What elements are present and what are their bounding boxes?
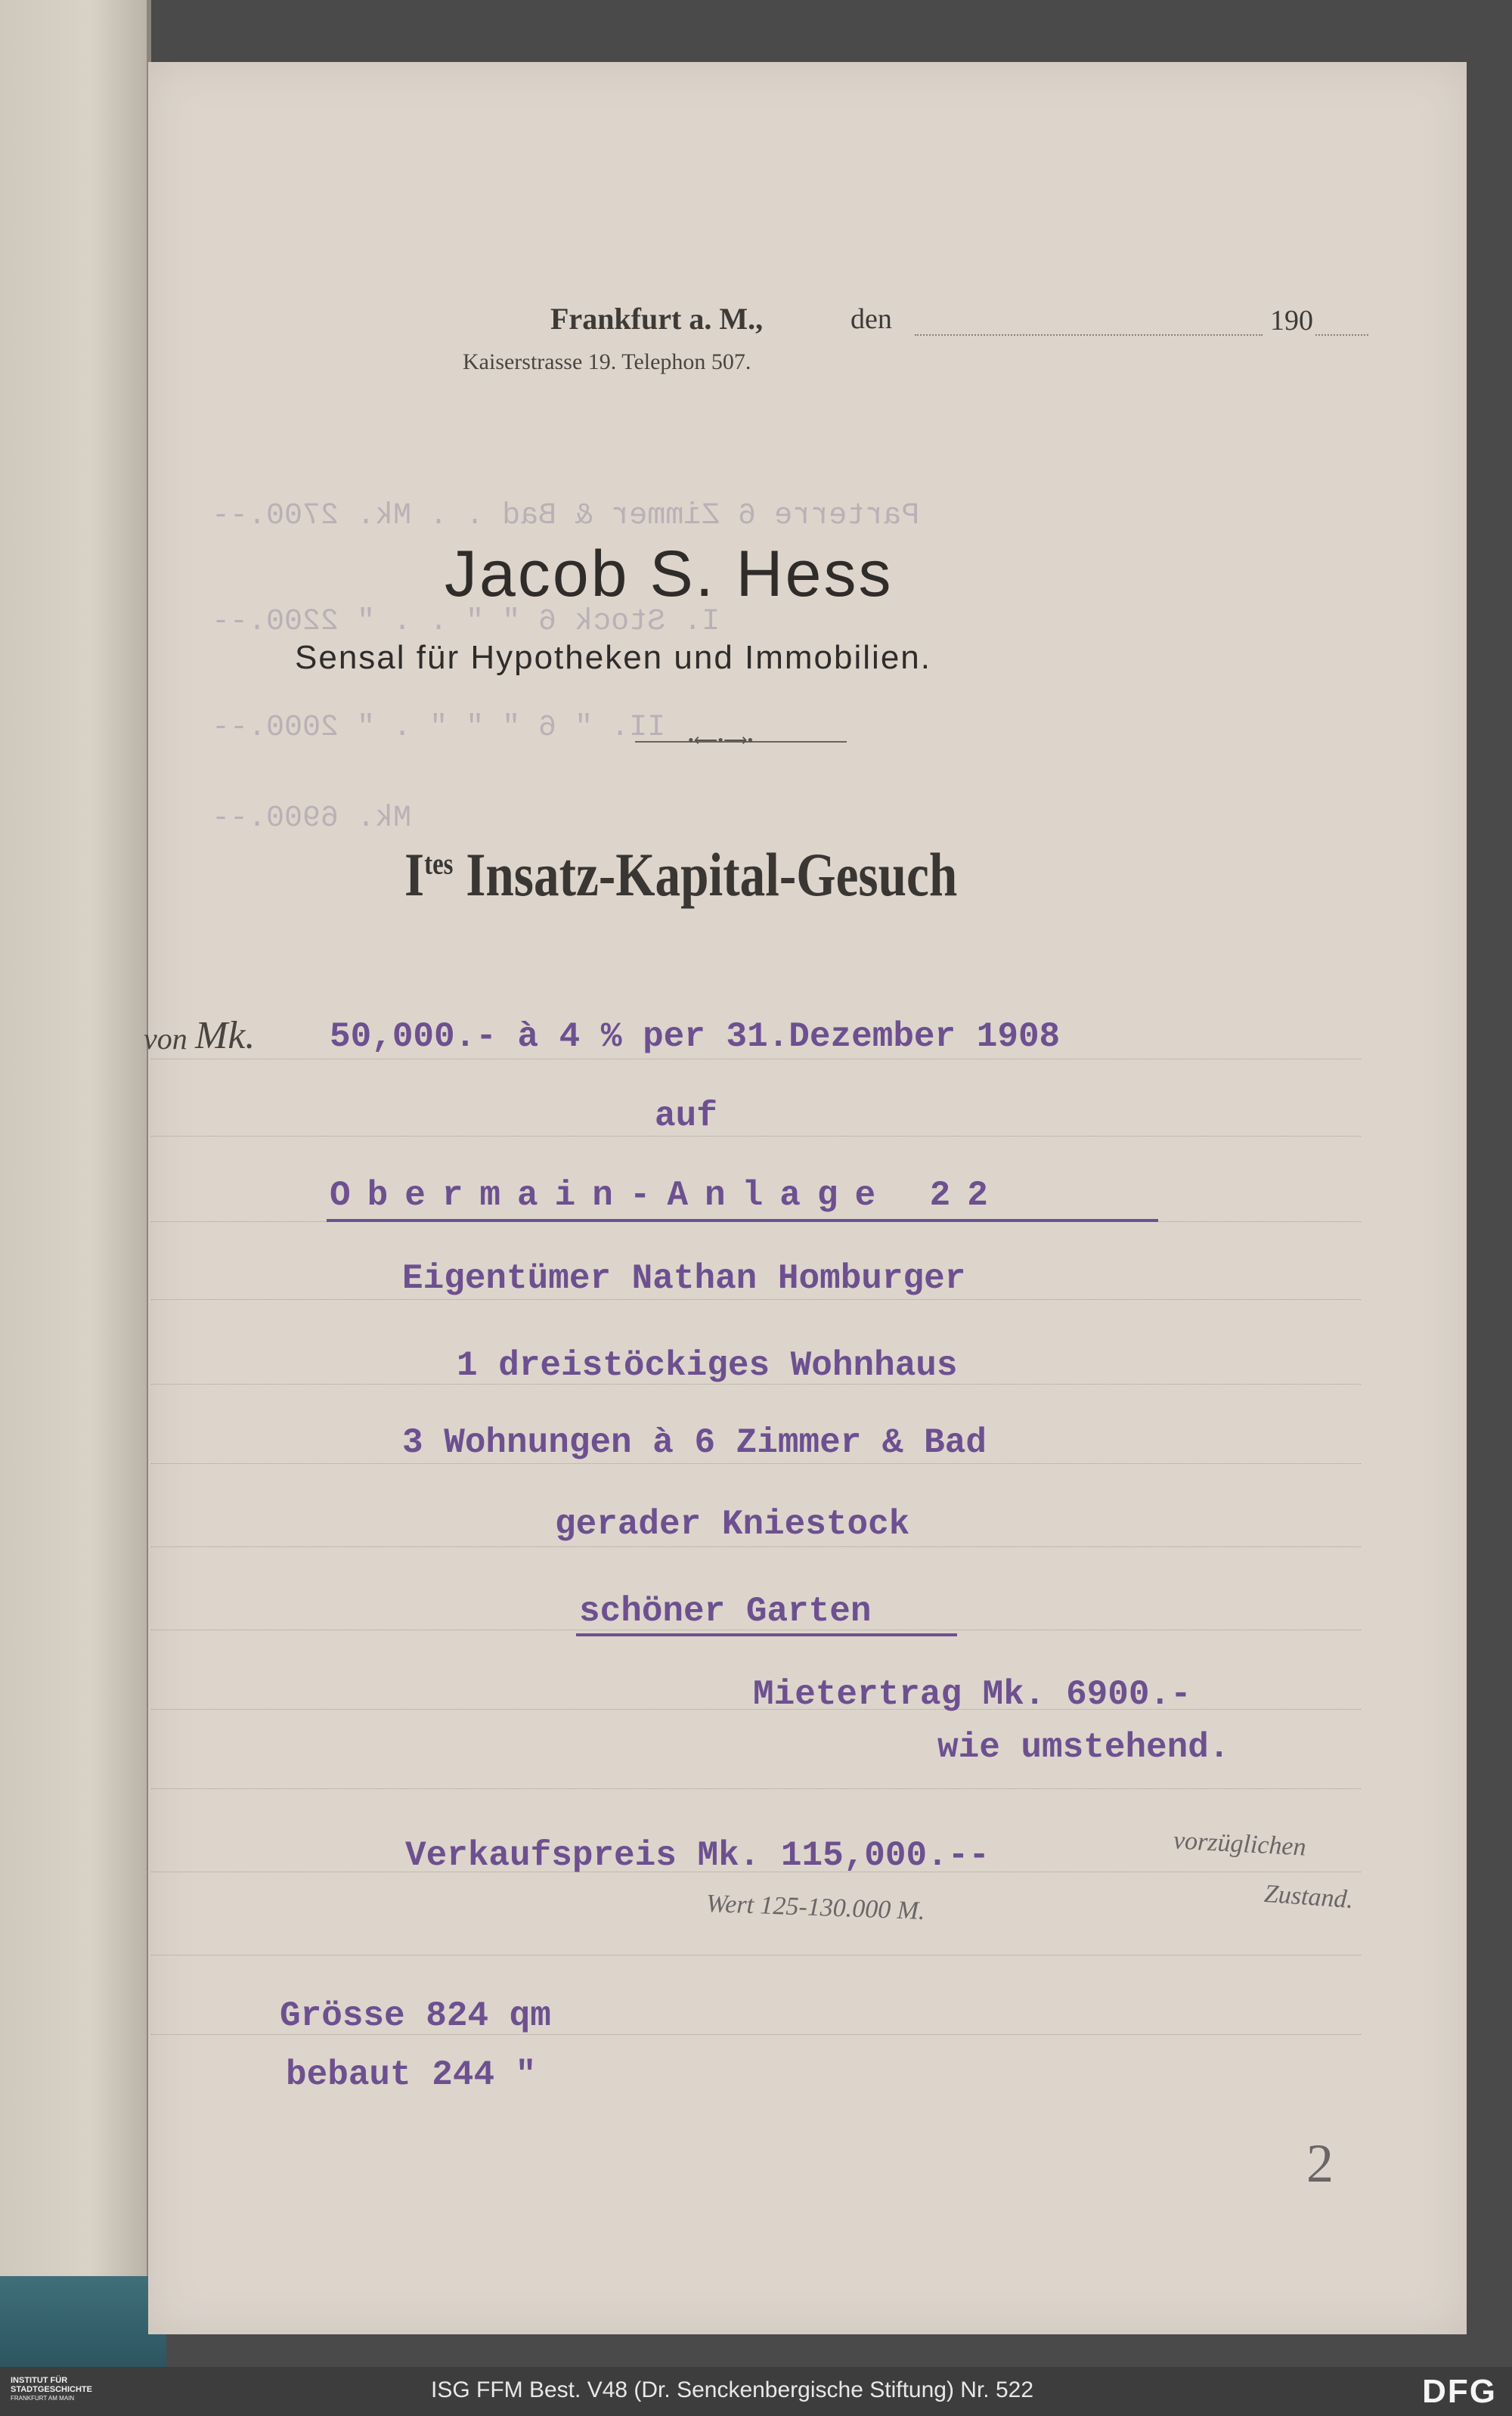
archive-footer xyxy=(0,2367,1512,2416)
left-page xyxy=(0,0,151,2367)
body-rent: Mietertrag Mk. 6900.- xyxy=(753,1675,1191,1714)
institute-logo xyxy=(11,2376,147,2403)
header-year: 190 xyxy=(1270,305,1313,337)
ruled-line xyxy=(151,1136,1361,1137)
handwritten-note-3: Zustand. xyxy=(1263,1879,1355,1915)
ruled-line xyxy=(151,1299,1361,1300)
body-auf: auf xyxy=(655,1096,717,1136)
footer-caption: ISG FFM Best. V48 (Dr. Senckenbergische Stiftung) Nr. 522 xyxy=(431,2377,1034,2402)
body-size: Grösse 824 qm xyxy=(280,1996,551,2036)
institute-line-3: FRANKFURT AM MAIN xyxy=(11,2395,75,2402)
ornament-icon: •⟵•⟶• xyxy=(688,730,754,749)
main-heading xyxy=(404,839,957,910)
body-prefix: von xyxy=(144,1022,187,1056)
body-amount-line: 50,000.- à 4 % per 31.Dezember 1908 xyxy=(330,1017,1061,1056)
body-apartments: 3 Wohnungen à 6 Zimmer & Bad xyxy=(402,1423,987,1462)
binding-cloth xyxy=(0,2276,166,2367)
year-dotline xyxy=(1315,334,1368,336)
handwritten-note-1: vorzüglichen xyxy=(1173,1826,1307,1862)
institute-line-1: INSTITUT FÜR xyxy=(11,2376,68,2385)
bleed-line-1: Parterre 6 Zimmer & Bad . . Mk. 2700.-- xyxy=(212,499,920,533)
body-house: 1 dreistöckiges Wohnhaus xyxy=(457,1346,958,1385)
header-den: den xyxy=(850,303,892,335)
bleed-line-2: I. Stock 6 " " . . " 2200.-- xyxy=(212,605,720,639)
body-rent-note: wie umstehend. xyxy=(937,1728,1230,1767)
body-built: bebaut 244 " xyxy=(286,2055,537,2095)
body-owner: Eigentümer Nathan Homburger xyxy=(402,1259,966,1298)
body-currency: Mk. xyxy=(195,1014,256,1057)
dfg-logo: DFG xyxy=(1422,2373,1497,2410)
ruled-line xyxy=(151,1788,1361,1789)
header-city: Frankfurt a. M., xyxy=(550,302,764,336)
bleed-line-3: II. " 6 " " " . " 2000.-- xyxy=(212,711,666,745)
ruled-line xyxy=(151,1546,1361,1547)
garden-underline xyxy=(576,1633,957,1636)
body-garden: schöner Garten xyxy=(579,1592,872,1631)
ruled-line xyxy=(151,1463,1361,1464)
handwritten-note-2: Wert 125-130.000 M. xyxy=(705,1889,926,1926)
heading-ordinal: I xyxy=(404,840,425,909)
body-address: Obermain-Anlage 22 xyxy=(330,1176,1005,1215)
header-address: Kaiserstrasse 19. Telephon 507. xyxy=(463,349,751,374)
address-underline xyxy=(327,1219,1158,1222)
letterhead-subtitle: Sensal für Hypotheken und Immobilien. xyxy=(295,639,931,676)
body-price: Verkaufspreis Mk. 115,000.-- xyxy=(405,1836,990,1875)
letterhead-name: Jacob S. Hess xyxy=(445,538,894,610)
institute-line-2: STADTGESCHICHTE xyxy=(11,2385,92,2394)
heading-title: Insatz-Kapital-Gesuch xyxy=(466,840,958,909)
date-dotline xyxy=(915,334,1263,336)
heading-ordinal-suffix: tes xyxy=(424,846,454,881)
bleed-line-4: Mk. 6900.-- xyxy=(212,802,412,836)
body-kniestock: gerader Kniestock xyxy=(555,1505,910,1544)
page-number: 2 xyxy=(1306,2133,1334,2194)
